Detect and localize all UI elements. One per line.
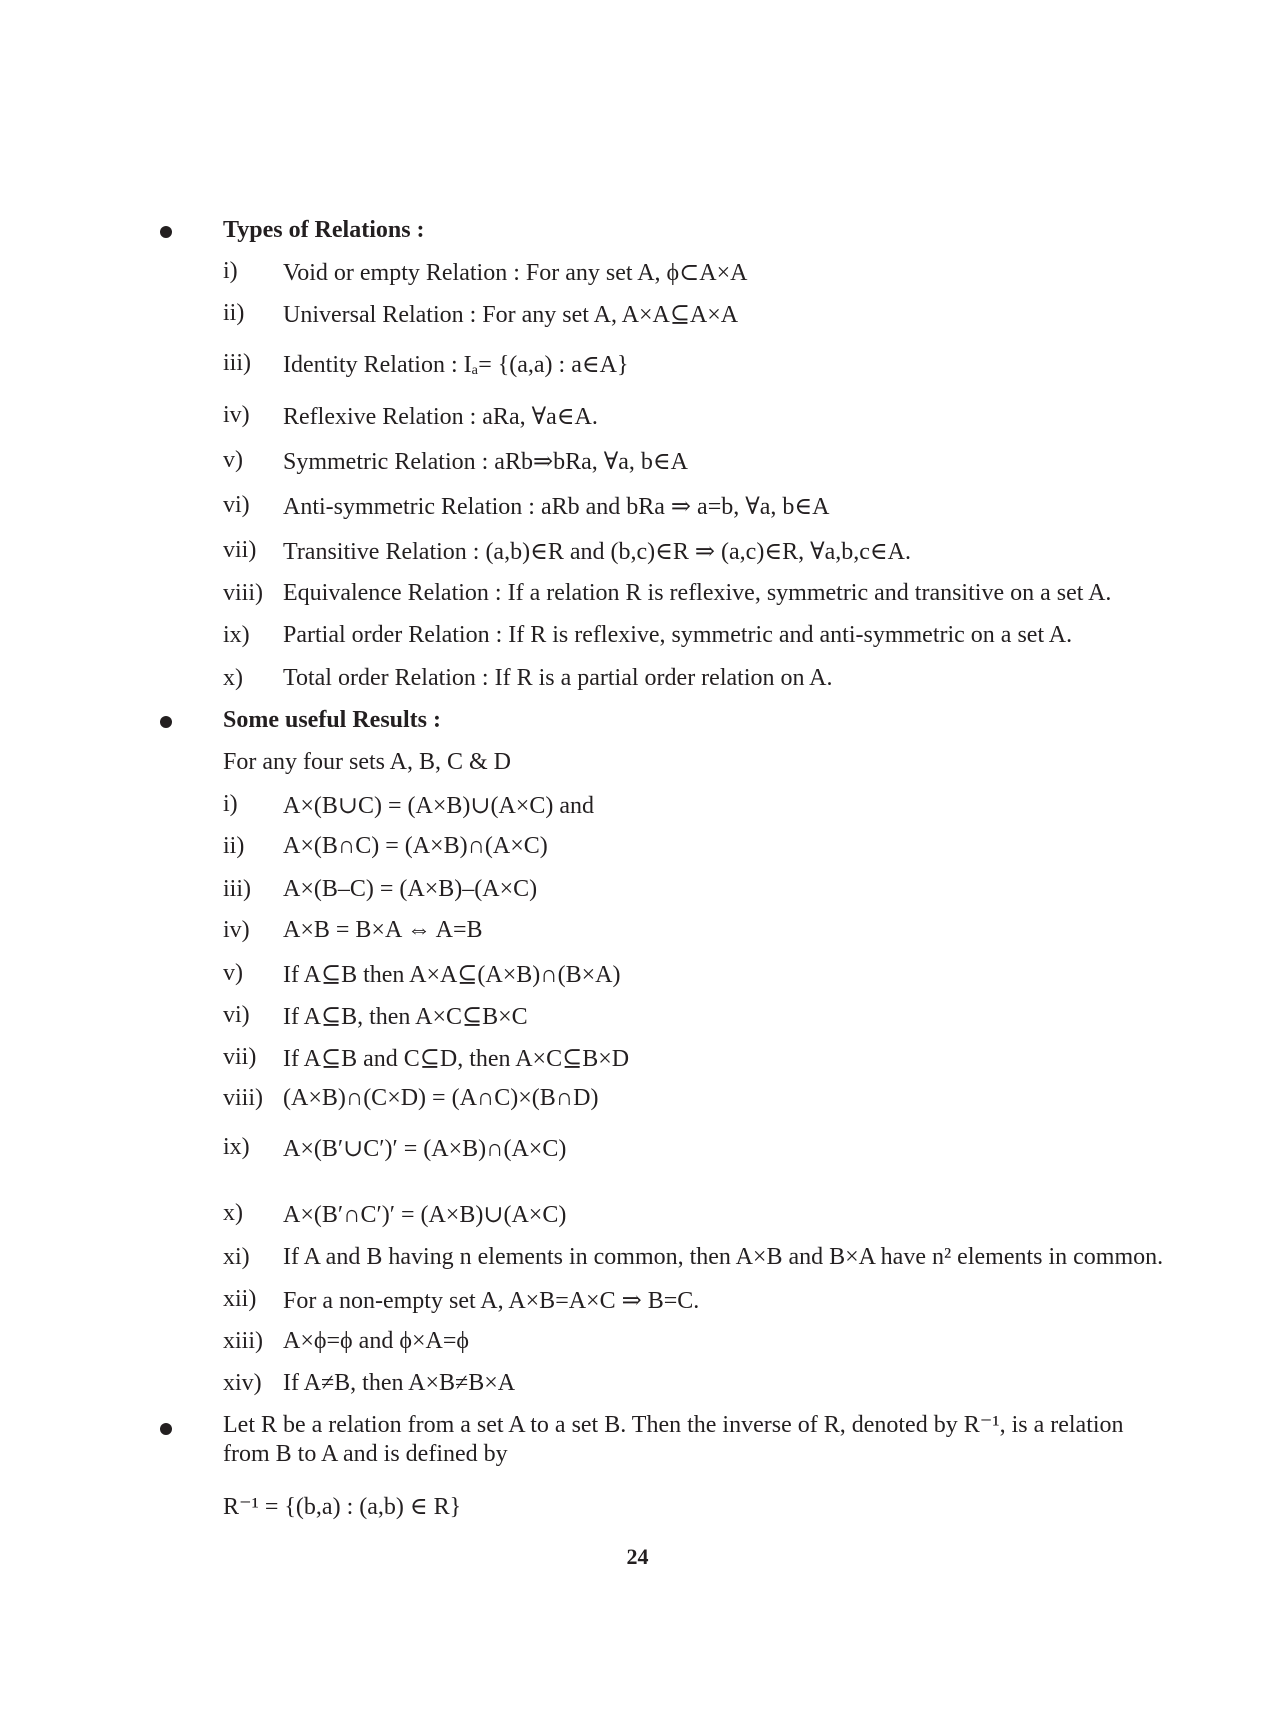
item-number: vii)	[223, 537, 257, 563]
item-number: v)	[223, 447, 243, 473]
item-text: (A×B)∩(C×D) = (A∩C)×(B∩D)	[283, 1085, 599, 1111]
item-text: A×(B–C) = (A×B)–(A×C)	[283, 876, 538, 902]
section-heading: Some useful Results :	[223, 707, 442, 733]
item-number: iv)	[223, 917, 250, 943]
item-text: A×(B∩C) = (A×B)∩(A×C)	[283, 833, 548, 859]
item-text: Total order Relation : If R is a partial order relation on A.	[283, 665, 833, 691]
item-number: iii)	[223, 876, 251, 902]
section-intro: For any four sets A, B, C & D	[223, 749, 511, 775]
item-text: Equivalence Relation : If a relation R is reflexive, symmetric and transitive on a set A.	[283, 580, 1112, 606]
item-text: If A≠B, then A×B≠B×A	[283, 1370, 516, 1396]
item-number: iii)	[223, 350, 251, 376]
item-text: If A⊆B then A×A⊆(A×B)∩(B×A)	[283, 962, 621, 988]
item-number: i)	[223, 258, 238, 284]
item-number: v)	[223, 960, 243, 986]
item-text: Void or empty Relation : For any set A, ϕ⊂A×A	[283, 260, 748, 286]
item-number: x)	[223, 1200, 243, 1226]
bullet	[160, 716, 172, 728]
item-number: iv)	[223, 402, 250, 428]
inverse-relation-paragraph: Let R be a relation from a set A to a set B. Then the inverse of R, denoted by R⁻¹, is a relation from B to A and is defined by	[223, 1412, 1124, 1467]
item-text: A×B = B×A ⇔ A=B	[283, 917, 483, 943]
section-heading: Types of Relations :	[223, 217, 425, 243]
item-number: xiii)	[223, 1328, 263, 1354]
item-text: If A⊆B, then A×C⊆B×C	[283, 1004, 528, 1030]
item-text: Partial order Relation : If R is reflexive, symmetric and anti-symmetric on a set A.	[283, 622, 1073, 648]
item-text: A×(B′∩C′)′ = (A×B)∪(A×C)	[283, 1202, 567, 1228]
inverse-relation-formula: R⁻¹ = {(b,a) : (a,b) ∈ R}	[223, 1494, 462, 1520]
item-text: If A and B having n elements in common, then A×B and B×A have n² elements in common.	[283, 1244, 1164, 1270]
item-number: vii)	[223, 1044, 257, 1070]
bullet	[160, 1423, 172, 1435]
item-number: xi)	[223, 1244, 250, 1270]
item-number: vi)	[223, 1002, 250, 1028]
item-text: If A⊆B and C⊆D, then A×C⊆B×D	[283, 1046, 630, 1072]
item-number: xii)	[223, 1286, 257, 1312]
item-number: ii)	[223, 300, 245, 326]
item-text: Transitive Relation : (a,b)∈R and (b,c)∈R ⇒ (a,c)∈R, ∀a,b,c∈A.	[283, 539, 911, 565]
item-text: A×(B′∪C′)′ = (A×B)∩(A×C)	[283, 1136, 567, 1162]
item-number: ix)	[223, 622, 250, 648]
item-text: Anti-symmetric Relation : aRb and bRa ⇒ a=b, ∀a, b∈A	[283, 494, 830, 520]
item-text: Identity Relation : Iₐ= {(a,a) : a∈A}	[283, 352, 629, 378]
item-number: vi)	[223, 492, 250, 518]
item-text: A×(B∪C) = (A×B)∪(A×C) and	[283, 793, 594, 819]
item-text: For a non-empty set A, A×B=A×C ⇒ B=C.	[283, 1288, 700, 1314]
item-number: viii)	[223, 580, 263, 606]
page-number: 24	[626, 1544, 649, 1569]
item-number: ii)	[223, 833, 245, 859]
item-number: i)	[223, 791, 238, 817]
item-number: viii)	[223, 1085, 263, 1111]
item-number: ix)	[223, 1134, 250, 1160]
bullet	[160, 226, 172, 238]
item-text: Reflexive Relation : aRa, ∀a∈A.	[283, 404, 598, 430]
item-text: A×ϕ=ϕ and ϕ×A=ϕ	[283, 1328, 469, 1354]
item-number: x)	[223, 665, 243, 691]
item-text: Symmetric Relation : aRb⇒bRa, ∀a, b∈A	[283, 449, 688, 475]
item-text: Universal Relation : For any set A, A×A⊆A×A	[283, 302, 739, 328]
item-number: xiv)	[223, 1370, 262, 1396]
